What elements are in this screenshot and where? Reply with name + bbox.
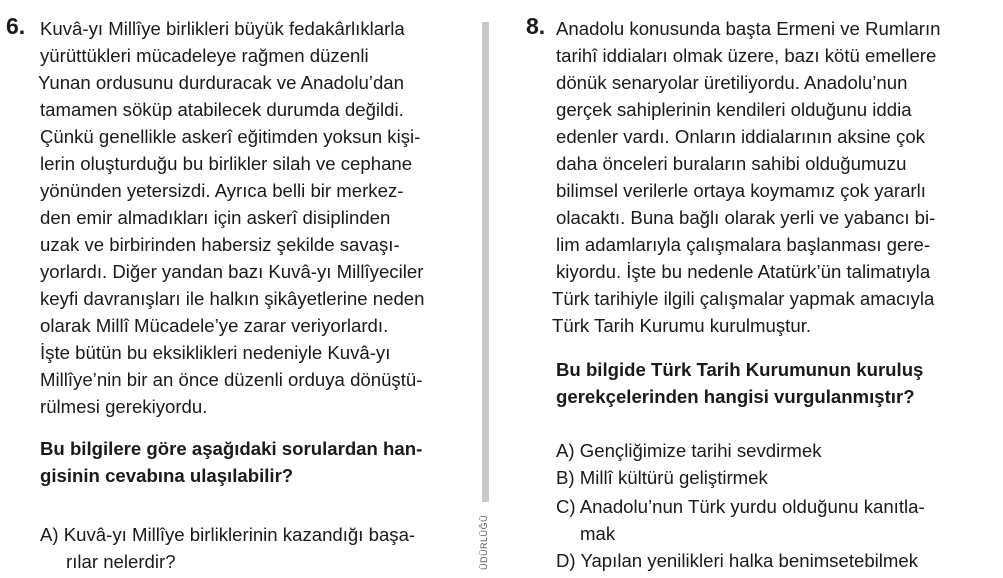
question-stem-line: gisinin cevabına ulaşılabilir? [40, 465, 294, 486]
passage-line: Türk Tarih Kurumu kurulmuştur. [552, 315, 812, 336]
passage-line: Türk tarihiyle ilgili çalışmalar yapmak amacıyla [552, 288, 935, 309]
passage-line: olacaktı. Buna bağlı olarak yerli ve yabancı bi- [556, 207, 936, 228]
question-number: 6. [6, 13, 26, 39]
passage-line: Yunan ordusunu durduracak ve Anadolu’dan [38, 72, 404, 93]
option-line: rılar nelerdir? [66, 551, 176, 572]
passage-line: Millîye’nin bir an önce düzenli orduya dönüştü- [40, 369, 423, 390]
passage-line: Kuvâ-yı Millîye birlikleri büyük fedakârlıklarla [40, 18, 405, 39]
passage-line: daha önceleri buraların sahibi olduğumuzu [556, 153, 907, 174]
option-line: A) Kuvâ-yı Millîye birliklerinin kazandığı başa- [40, 524, 416, 545]
passage-line: Anadolu konusunda başta Ermeni ve Rumların [556, 18, 941, 39]
question-stem-line: Bu bilgide Türk Tarih Kurumunun kuruluş [556, 359, 924, 380]
question-stem-line: gerekçelerinden hangisi vurgulanmıştır? [556, 386, 915, 407]
passage-line: yürüttükleri mücadeleye rağmen düzenli [40, 45, 369, 66]
question-number: 8. [526, 13, 546, 39]
passage-line: bilimsel verilerle ortaya koymamız çok yararlı [556, 180, 926, 201]
option-c[interactable]: C) Anadolu’nun Türk yurdu olduğunu kanıtla- [556, 496, 925, 517]
passage-line: gerçek sahiplerinin kendileri olduğunu iddia [556, 99, 912, 120]
passage-line: den emir almadıkları için askerî disiplinden [40, 207, 391, 228]
passage-line: rülmesi gerekiyordu. [40, 396, 208, 417]
option-d[interactable]: D) Yapılan yenilikleri halka benimsetebilmek [556, 550, 919, 571]
passage-line: Çünkü genellikle askerî eğitimden yoksun kişi- [40, 126, 421, 147]
option-c-continuation[interactable]: mak [580, 523, 616, 544]
passage-line: tarihî iddiaları olmak üzere, bazı kötü emellere [556, 45, 937, 66]
passage-line: uzak ve birbirinden habersiz şekilde savaşı- [40, 234, 400, 255]
passage-line: lim adamlarıyla çalışmalara başlanması gere- [556, 234, 931, 255]
passage-line: yönünden yetersizdi. Ayrıca belli bir merkez- [40, 180, 404, 201]
option-a[interactable]: A) Gençliğimize tarihi sevdirmek [556, 440, 822, 461]
passage-line: dönük senaryolar üretiliyordu. Anadolu’nun [556, 72, 908, 93]
passage-line: olarak Millî Mücadele’ye zarar veriyorlardı. [40, 315, 389, 336]
passage-line: yorlardı. Diğer yandan bazı Kuvâ-yı Millîyeciler [40, 261, 424, 282]
column-divider [482, 22, 489, 502]
passage-line: lerin oluşturduğu bu birlikler silah ve cephane [40, 153, 413, 174]
question-stem-line: Bu bilgilere göre aşağıdaki sorulardan han- [40, 438, 423, 459]
passage-line: keyfi davranışları ile halkın şikâyetlerine neden [40, 288, 425, 309]
passage-line: kiyordu. İşte bu nedenle Atatürk’ün talimatıyla [556, 261, 931, 282]
passage-line: edenler vardı. Onların iddialarının aksine çok [556, 126, 925, 147]
passage-line: İşte bütün bu eksiklikleri nedeniyle Kuvâ-yı [40, 342, 391, 363]
option-b[interactable]: B) Millî kültürü geliştirmek [556, 467, 768, 488]
passage-line: tamamen söküp atabilecek durumda değildi. [40, 99, 404, 120]
side-label: ÜDÜRLÜĞÜ [479, 514, 489, 570]
